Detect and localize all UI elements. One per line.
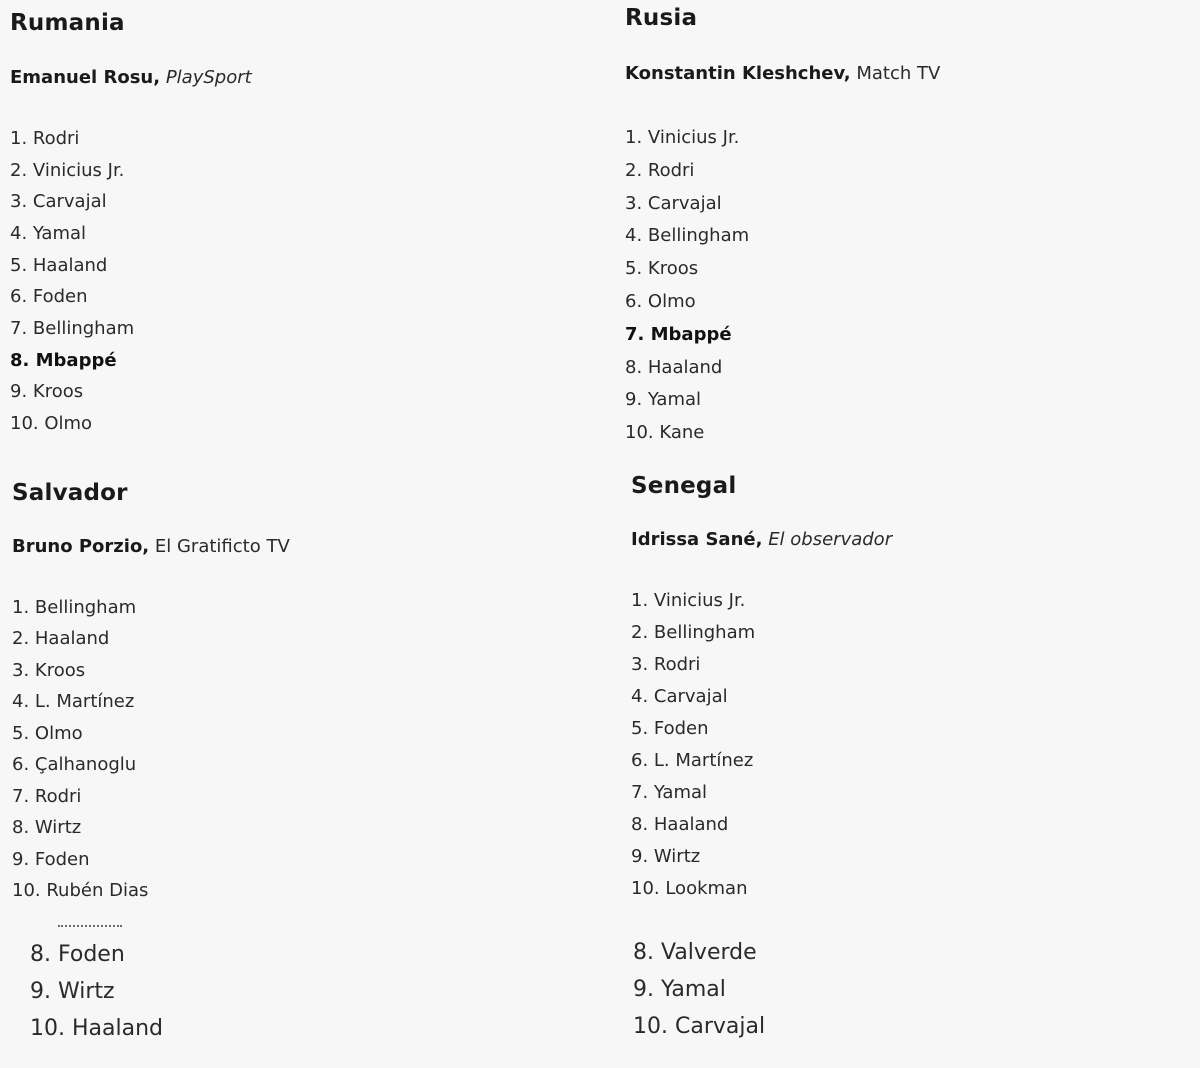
country-heading: Rusia [625, 5, 698, 31]
list-item: 7. Rodri [12, 786, 82, 807]
journalist-line [12, 536, 290, 557]
list-item: 2. Bellingham [631, 622, 756, 643]
list-item: 9. Foden [12, 849, 90, 870]
list-item: 9. Wirtz [30, 979, 115, 1004]
journalist-line [631, 529, 892, 550]
journalist-name: Konstantin Kleshchev, [625, 63, 851, 84]
section-senegal [631, 473, 736, 499]
journalist-line [625, 63, 940, 84]
list-item: 6. Olmo [625, 291, 696, 312]
list-item: 10. Olmo [10, 413, 93, 434]
list-item: 8. Valverde [633, 940, 757, 965]
journalist-name: Emanuel Rosu, [10, 67, 161, 88]
section-rumania [10, 10, 125, 36]
list-item: 2. Vinicius Jr. [10, 160, 125, 181]
list-item: 5. Kroos [625, 258, 699, 279]
journalist-name: Bruno Porzio, [12, 536, 150, 557]
list-item: 8. Wirtz [12, 817, 82, 838]
list-item: 7. Yamal [631, 782, 708, 803]
list-item: 9. Kroos [10, 381, 84, 402]
list-item: 5. Haaland [10, 255, 108, 276]
list-item: 7. Bellingham [10, 318, 135, 339]
list-item: 1. Vinicius Jr. [625, 127, 740, 148]
list-item: 2. Rodri [625, 160, 695, 181]
list-item: 4. L. Martínez [12, 691, 135, 712]
list-item: 10. Haaland [30, 1016, 163, 1041]
list-item: 10. Kane [625, 422, 705, 443]
list-item: 10. Rubén Dias [12, 880, 149, 901]
list-item: 9. Yamal [633, 977, 726, 1002]
list-item: 1. Rodri [10, 128, 80, 149]
list-item: 3. Rodri [631, 654, 701, 675]
list-item: 8. Foden [30, 942, 125, 967]
section-rusia [625, 5, 697, 31]
list-item: 8. Haaland [631, 814, 729, 835]
country-heading: Senegal [631, 473, 737, 499]
journalist-outlet: Match TV [856, 63, 941, 84]
list-item: 1. Vinicius Jr. [631, 590, 746, 611]
list-item: 4. Yamal [10, 223, 87, 244]
list-item: 9. Wirtz [631, 846, 701, 867]
list-item: 9. Yamal [625, 389, 702, 410]
list-item: 5. Olmo [12, 723, 83, 744]
list-item: 10. Carvajal [633, 1014, 766, 1039]
list-item: 3. Kroos [12, 660, 86, 681]
list-item: 6. Foden [10, 286, 88, 307]
country-heading: Salvador [12, 480, 128, 506]
list-item: 1. Bellingham [12, 597, 137, 618]
list-item: 6. L. Martínez [631, 750, 754, 771]
list-item: 3. Carvajal [625, 193, 722, 214]
list-item: 4. Carvajal [631, 686, 728, 707]
list-item: 2. Haaland [12, 628, 110, 649]
journalist-outlet: PlaySport [165, 67, 252, 88]
journalist-outlet: El observador [768, 529, 893, 550]
journalist-name: Idrissa Sané, [631, 529, 763, 550]
journalist-line [10, 67, 252, 88]
list-item: 8. Haaland [625, 357, 723, 378]
list-item: 5. Foden [631, 718, 709, 739]
list-item-highlighted: 7. Mbappé [625, 324, 732, 345]
list-item: 4. Bellingham [625, 225, 750, 246]
list-item-highlighted: 8. Mbappé [10, 350, 117, 371]
country-heading: Rumania [10, 10, 125, 36]
cut-text-remnant [58, 925, 122, 930]
list-item: 10. Lookman [631, 878, 748, 899]
journalist-outlet: El Gratificto TV [154, 536, 290, 557]
section-salvador [12, 480, 128, 506]
list-item: 6. Çalhanoglu [12, 754, 137, 775]
list-item: 3. Carvajal [10, 191, 107, 212]
